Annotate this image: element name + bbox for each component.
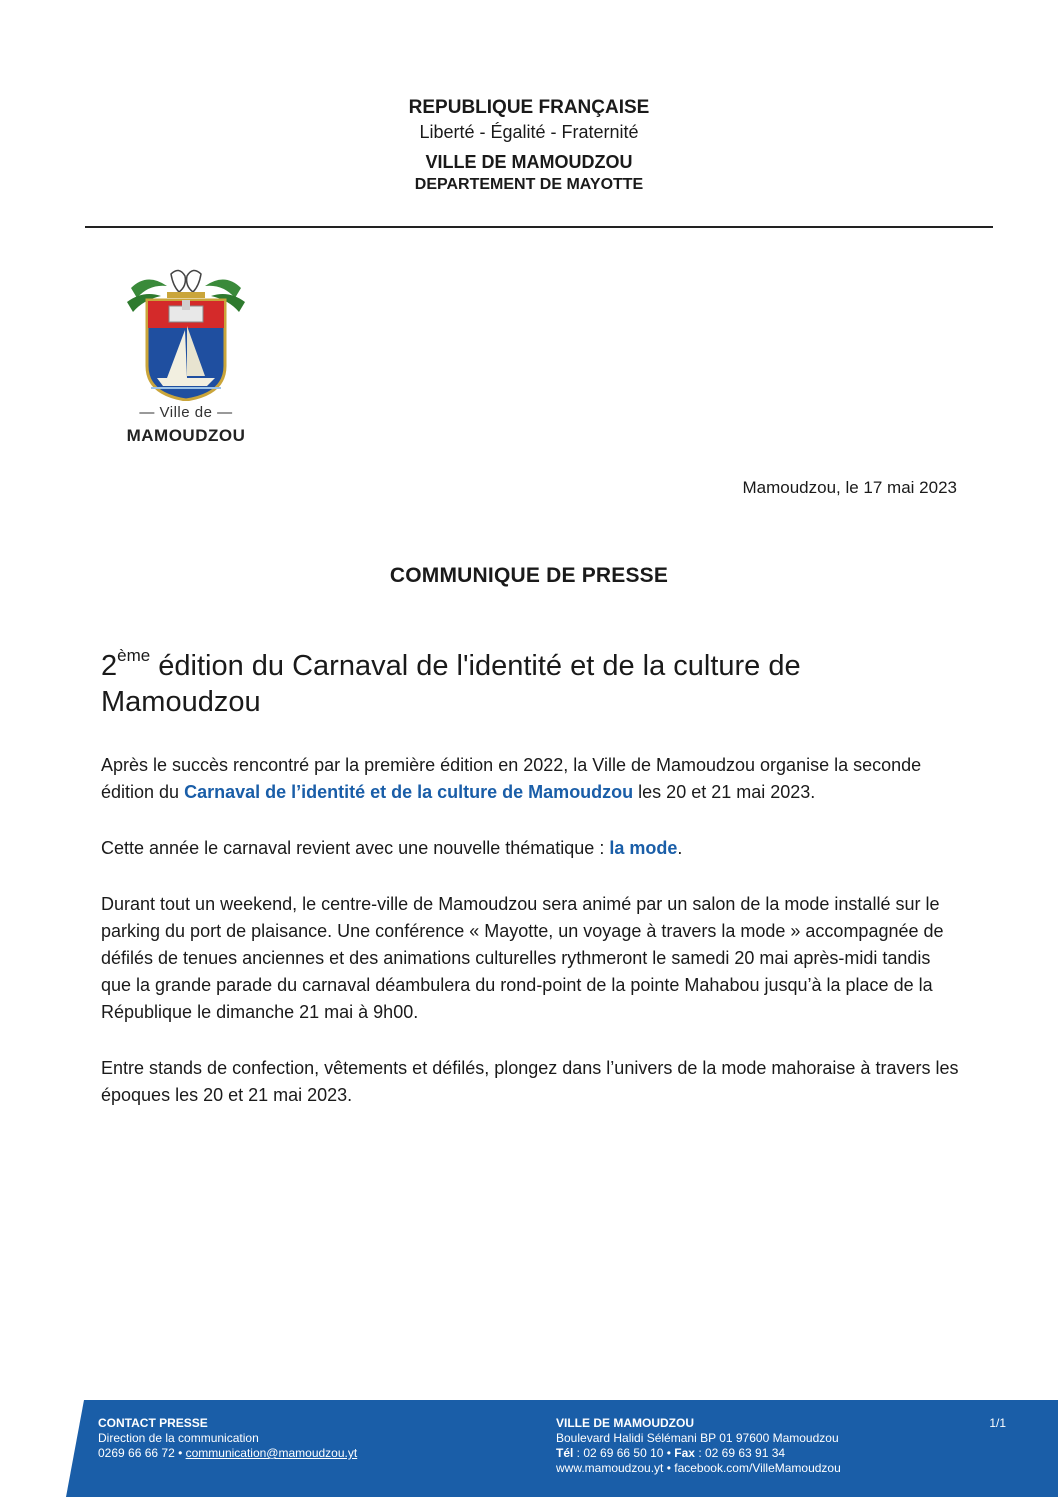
contact-email-link[interactable]: communication@mamoudzou.yt (185, 1446, 358, 1460)
footer-city-title: VILLE DE MAMOUDZOU (556, 1416, 694, 1430)
footer-contact (98, 1416, 357, 1461)
paragraph-1 (101, 752, 961, 806)
department-heading: DEPARTEMENT DE MAYOTTE (414, 176, 644, 193)
paragraph-4: Entre stands de confection, vêtements et défilés, plongez dans l’univers de la mode mahoraise à travers les époques les 20 et 21 mai 2023. (101, 1058, 959, 1105)
fax-label: Fax (674, 1446, 695, 1460)
paragraph-1-text-a: Après le succès rencontré par la première édition en 2022, la Ville de Mamoudzou organise la seconde édition du (101, 755, 922, 802)
paragraph-1-text-b: les 20 et 21 mai 2023. (633, 782, 816, 802)
theme-highlight: la mode (609, 838, 678, 858)
republic-heading: REPUBLIQUE FRANÇAISE (408, 97, 650, 118)
footer-city-info (556, 1416, 841, 1476)
fax-value: : 02 69 63 91 34 (694, 1446, 786, 1460)
city-heading: VILLE DE MAMOUDZOU (425, 152, 633, 172)
press-release-body (101, 752, 961, 1138)
page-footer (0, 1400, 1058, 1497)
paragraph-2-text-b: . (677, 838, 683, 858)
contact-phone: 0269 66 66 72 • (98, 1446, 186, 1460)
title-ordinal: 2 (101, 650, 118, 682)
contact-department: Direction de la communication (98, 1431, 259, 1445)
contact-title: CONTACT PRESSE (98, 1416, 208, 1430)
paragraph-2 (101, 835, 961, 862)
tel-value: : 02 69 66 50 10 • (573, 1446, 675, 1460)
header-divider (85, 226, 993, 228)
document-type-heading: COMMUNIQUE DE PRESSE (389, 564, 669, 587)
letterhead (0, 96, 1058, 196)
logo-label-mamoudzou: MAMOUDZOU (126, 426, 246, 445)
national-motto: Liberté - Égalité - Fraternité (419, 122, 639, 142)
footer-web-links[interactable]: www.mamoudzou.yt • facebook.com/VilleMamoudzou (556, 1461, 841, 1475)
paragraph-3: Durant tout un weekend, le centre-ville de Mamoudzou sera animé par un salon de la mode installé sur le parking du port de plaisance. Une conférence « Mayotte, un voyage à travers la mode » accompagnée de défilés de tenues anciennes et des animations culturelles rythmeront le samedi 20 mai après-midi tandis que la grande parade du carnaval déambulera du rond-point de la pointe Mahabou jusqu’à la place de la République le dimanche 21 mai à 9h00. (101, 894, 944, 1022)
press-release-title (101, 648, 941, 720)
city-logo (115, 266, 257, 456)
document-date: Mamoudzou, le 17 mai 2023 (742, 478, 957, 497)
coat-of-arms-icon (127, 266, 245, 401)
logo-label-ville: — Ville de — (139, 404, 233, 421)
page-number: 1/1 (989, 1416, 1006, 1430)
footer-address: Boulevard Halidi Sélémani BP 01 97600 Mamoudzou (556, 1431, 839, 1445)
tel-label: Tél (556, 1446, 574, 1460)
title-text: édition du Carnaval de l'identité et de la culture de Mamoudzou (101, 650, 801, 718)
paragraph-2-text-a: Cette année le carnaval revient avec une nouvelle thématique : (101, 838, 610, 858)
event-name-highlight: Carnaval de l’identité et de la culture de Mamoudzou (184, 782, 634, 802)
title-ordinal-suffix: ème (117, 646, 151, 665)
